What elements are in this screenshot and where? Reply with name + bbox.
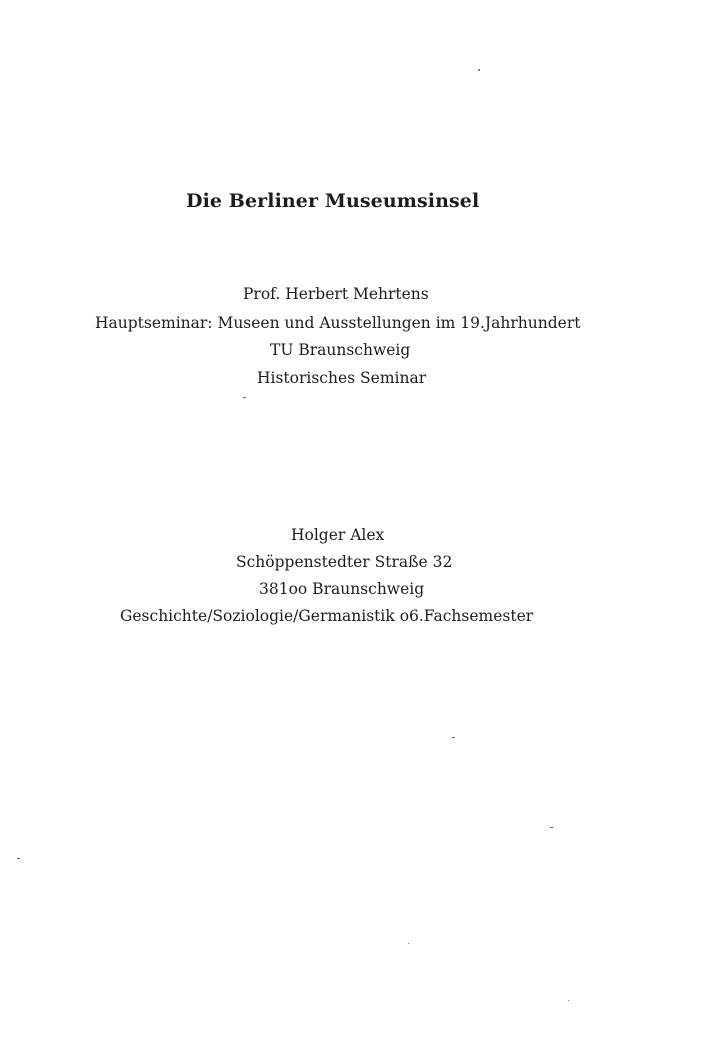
university-name: TU Braunschweig bbox=[270, 341, 411, 359]
department-name: Historisches Seminar bbox=[257, 369, 427, 387]
author-city: 381oo Braunschweig bbox=[259, 580, 425, 598]
professor-name: Prof. Herbert Mehrtens bbox=[243, 285, 429, 303]
scan-speck bbox=[17, 858, 20, 859]
scan-speck bbox=[478, 69, 480, 71]
scan-speck bbox=[408, 943, 409, 944]
scan-speck bbox=[550, 827, 553, 828]
scan-speck bbox=[568, 1000, 569, 1001]
seminar-title: Hauptseminar: Museen und Ausstellungen im 19.Jahrhundert bbox=[95, 314, 581, 332]
scan-speck bbox=[243, 397, 246, 398]
author-name: Holger Alex bbox=[291, 526, 385, 544]
author-studies: Geschichte/Soziologie/Germanistik o6.Fachsemester bbox=[120, 607, 534, 625]
document-title: Die Berliner Museumsinsel bbox=[186, 190, 480, 212]
scan-speck bbox=[452, 737, 455, 738]
author-street: Schöppenstedter Straße 32 bbox=[236, 553, 453, 571]
